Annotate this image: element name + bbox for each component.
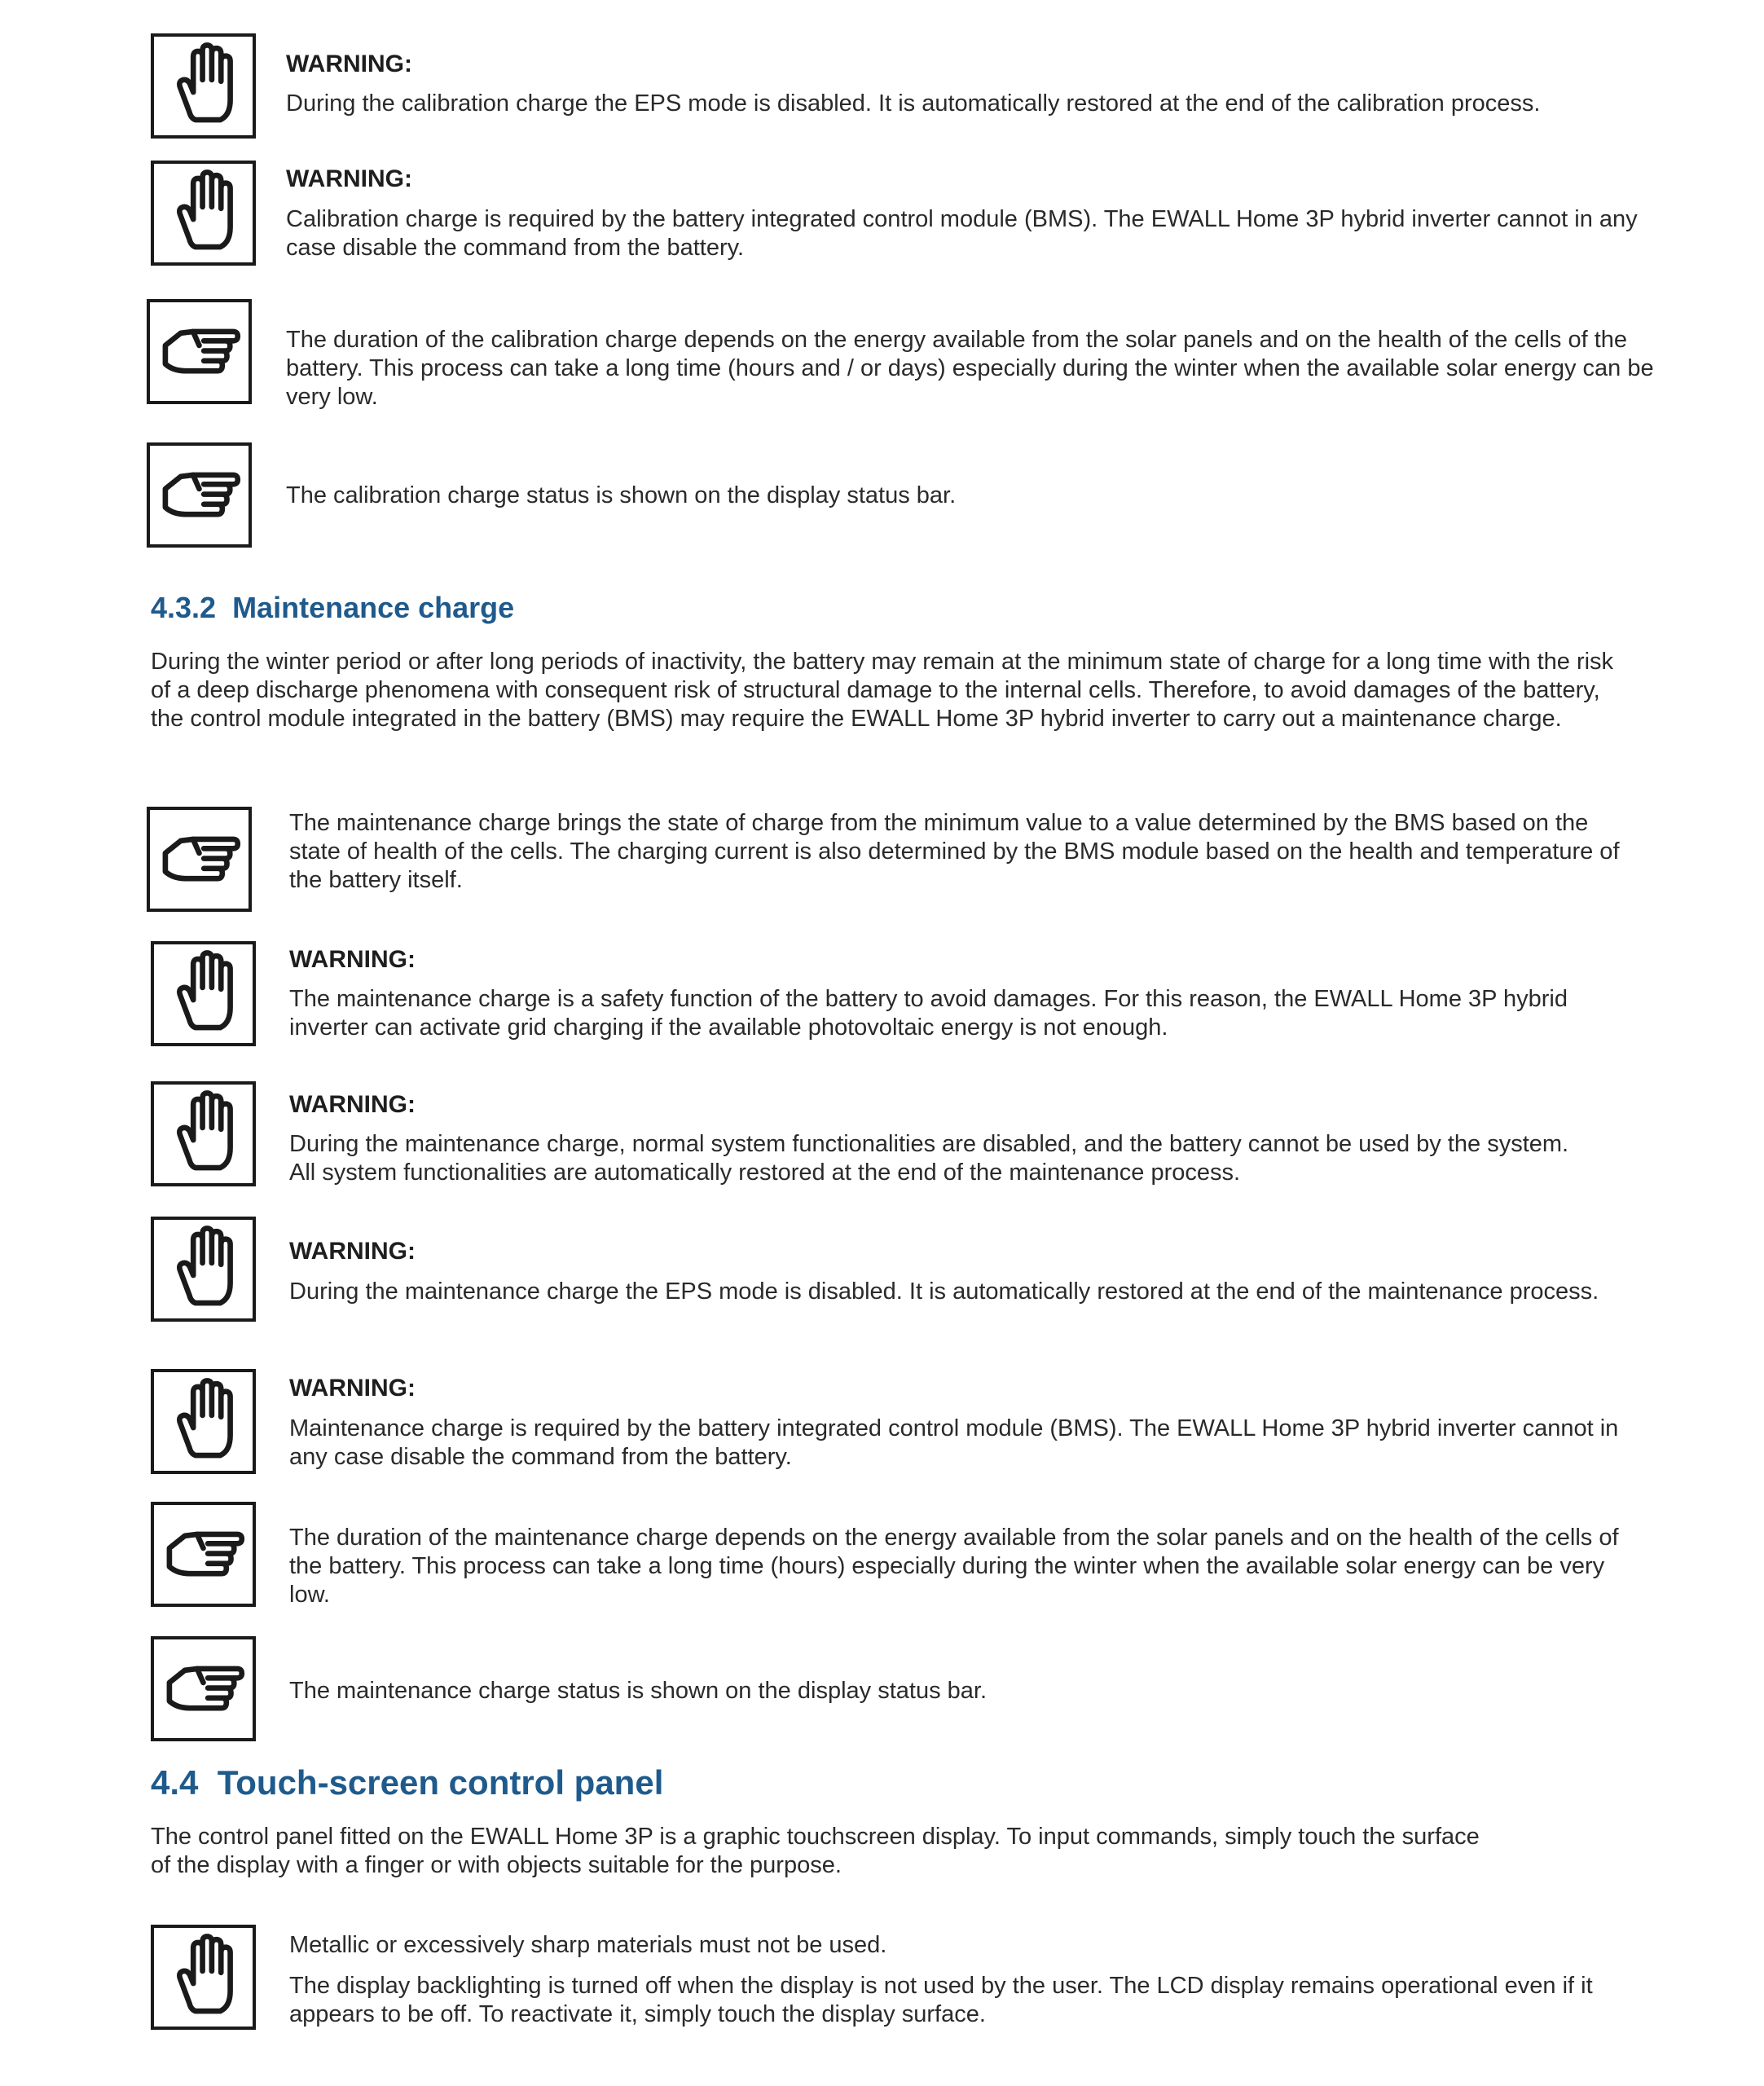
hand-stop-icon — [151, 33, 256, 139]
warning-label: WARNING: — [289, 1238, 416, 1265]
info-text: The duration of the calibration charge depends on the energy available from the solar panels and on the health of the cells of the battery. This process can take a long time (hours and / or days) especially during the winter when the available solar energy can be very low. — [286, 327, 1654, 410]
section-body-4-3-2: During the winter period or after long periods of inactivity, the battery may remain at the minimum state of charge for a long time with the risk of a deep discharge phenomena with consequent risk of structural damage to the internal cells. Therefore, to avoid damages of the battery, the control module integrated in the battery (BMS) may require the EWALL Home 3P hybrid inverter to carry out a maintenance charge. — [151, 649, 1614, 732]
pointing-hand-icon — [147, 807, 252, 912]
hand-stop-icon — [151, 1369, 256, 1474]
warning-text-continued: All system functionalities are automatically restored at the end of the maintenance process. — [289, 1160, 1241, 1186]
warning-label: WARNING: — [289, 946, 416, 973]
pointing-hand-icon — [151, 1636, 256, 1741]
warning-text-continued: The display backlighting is turned off when the display is not used by the user. The LCD display remains operational even if it appears to be off. To reactivate it, simply touch the display surface. — [289, 1973, 1593, 2027]
warning-text: Maintenance charge is required by the battery integrated control module (BMS). The EWALL Home 3P hybrid inverter cannot in any case disable the command from the battery. — [289, 1415, 1619, 1470]
warning-text: The maintenance charge is a safety function of the battery to avoid damages. For this reason, the EWALL Home 3P hybrid inverter can activate grid charging if the available photovoltaic energy is not enough. — [289, 986, 1568, 1041]
warning-label: WARNING: — [289, 1375, 416, 1402]
hand-stop-icon — [151, 1081, 256, 1186]
hand-stop-icon — [151, 941, 256, 1046]
warning-label: WARNING: — [286, 165, 412, 192]
pointing-hand-icon — [147, 442, 252, 548]
pointing-hand-icon — [151, 1502, 256, 1607]
info-text: The duration of the maintenance charge depends on the energy available from the solar panels and on the health of the cells of the battery. This process can take a long time (hours) especially during the winter when the available solar energy can be very low. — [289, 1525, 1619, 1608]
warning-text: During the maintenance charge the EPS mode is disabled. It is automatically restored at the end of the maintenance process. — [289, 1278, 1599, 1305]
info-text: The calibration charge status is shown on the display status bar. — [286, 482, 957, 508]
hand-stop-icon — [151, 1217, 256, 1322]
info-text: The maintenance charge status is shown on the display status bar. — [289, 1678, 987, 1704]
warning-text: During the calibration charge the EPS mode is disabled. It is automatically restored at the end of the calibration process. — [286, 90, 1541, 117]
warning-label: WARNING: — [289, 1091, 416, 1118]
hand-stop-icon — [151, 1925, 256, 2030]
section-heading-4-3-2: 4.3.2 Maintenance charge — [151, 591, 515, 624]
info-text: The maintenance charge brings the state of charge from the minimum value to a value determined by the BMS based on the state of health of the cells. The charging current is also determined by the BMS module based on the health and temperature of the battery itself. — [289, 810, 1620, 893]
warning-text: Calibration charge is required by the battery integrated control module (BMS). The EWALL Home 3P hybrid inverter cannot in any case disable the command from the battery. — [286, 206, 1638, 261]
hand-stop-icon — [151, 161, 256, 266]
warning-text: During the maintenance charge, normal system functionalities are disabled, and the battery cannot be used by the system. — [289, 1131, 1569, 1157]
section-heading-4-4: 4.4 Touch-screen control panel — [151, 1763, 664, 1802]
warning-text: Metallic or excessively sharp materials must not be used. — [289, 1932, 887, 1958]
pointing-hand-icon — [147, 299, 252, 404]
section-body-4-4: The control panel fitted on the EWALL Home 3P is a graphic touchscreen display. To input commands, simply touch the surface of the display with a finger or with objects suitable for the purpose. — [151, 1824, 1480, 1878]
warning-label: WARNING: — [286, 51, 412, 77]
